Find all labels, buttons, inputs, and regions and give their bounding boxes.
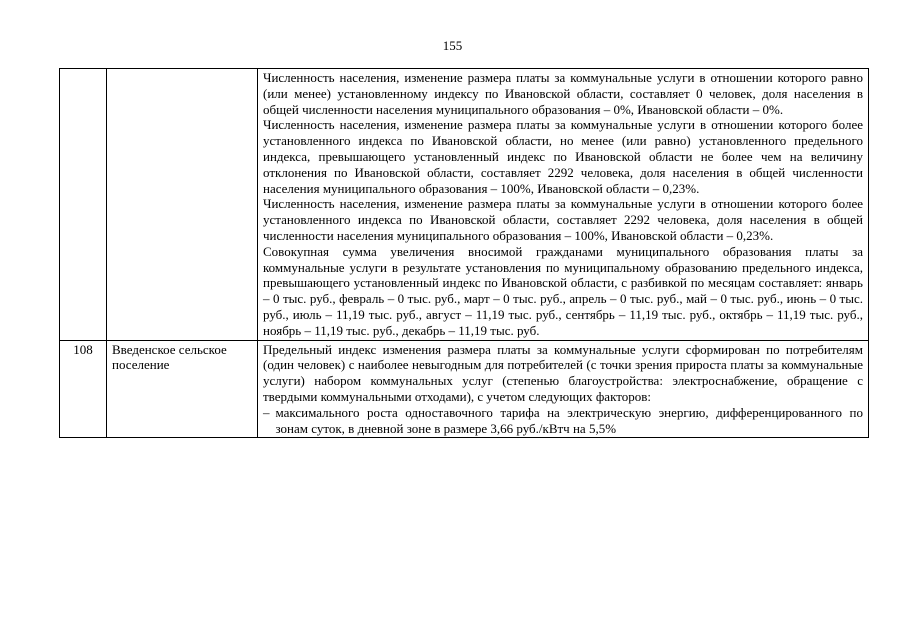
paragraph: Предельный индекс изменения размера платы за коммунальные услуги сформирован по потребителям (один человек) с наиболее невыгодным для потребителей (с точки зрения прироста платы за коммунальные услуги) набором коммунальных услуг (степенью благоустройства: электроснабжение, обращение с твердыми коммунальными отходами), с учетом следующих факторов: bbox=[263, 341, 863, 404]
page-number: 155 bbox=[442, 38, 463, 53]
table-row bbox=[60, 69, 869, 341]
table-row bbox=[60, 340, 869, 438]
municipality-name-cell: Введенское сельское поселение bbox=[107, 340, 258, 438]
row-number-cell: 108 bbox=[60, 340, 107, 438]
description-cell bbox=[258, 340, 869, 438]
row-number-cell bbox=[60, 69, 107, 341]
document-table bbox=[59, 68, 869, 438]
dash-marker: – bbox=[263, 404, 270, 420]
list-item bbox=[263, 405, 863, 437]
paragraph: Численность населения, изменение размера платы за коммунальные услуги в отношении которого равно (или менее) установленному индексу по Ивановской области, составляет 0 человек, доля населения в общей численности населения муниципального образования – 0%, Ивановской области – 0%. bbox=[263, 70, 863, 117]
list-item-text: максимального роста одноставочного тарифа на электрическую энергию, дифференцированного по зонам суток, в дневной зоне в размере 3,66 руб./кВтч на 5,5% bbox=[275, 404, 863, 436]
municipality-name-cell bbox=[107, 69, 258, 341]
paragraph: Совокупная сумма увеличения вносимой гражданами муниципального образования платы за коммунальные услуги в результате установления по муниципальному образованию предельного индекса, превышающего установленный индекс по Ивановской области, с разбивкой по месяцам составляет: январь – 0 тыс. руб., февраль – 0 тыс. руб., март – 0 тыс. руб., апрель – 0 тыс. руб., май – 0 тыс. руб., июнь – 0 тыс. руб., июль – 11,19 тыс. руб., август – 11,19 тыс. руб., сентябрь – 11,19 тыс. руб., октябрь – 11,19 тыс. руб., ноябрь – 11,19 тыс. руб., декабрь – 11,19 тыс. руб. bbox=[263, 243, 863, 338]
paragraph: Численность населения, изменение размера платы за коммунальные услуги в отношении которого более установленного индекса по Ивановской области, составляет 2292 человека, доля населения в общей численности населения муниципального образования – 100%, Ивановской области – 0,23%. bbox=[263, 196, 863, 243]
paragraph: Численность населения, изменение размера платы за коммунальные услуги в отношении которого более установленного индекса по Ивановской области, но менее (или равно) установленного предельного индекса, превышающего установленный индекс по Ивановской области не более чем на величину отклонения по Ивановской области, составляет 2292 человека, доля населения в общей численности населения муниципального образования – 100%, Ивановской области – 0,23%. bbox=[263, 117, 863, 196]
description-cell bbox=[258, 69, 869, 341]
